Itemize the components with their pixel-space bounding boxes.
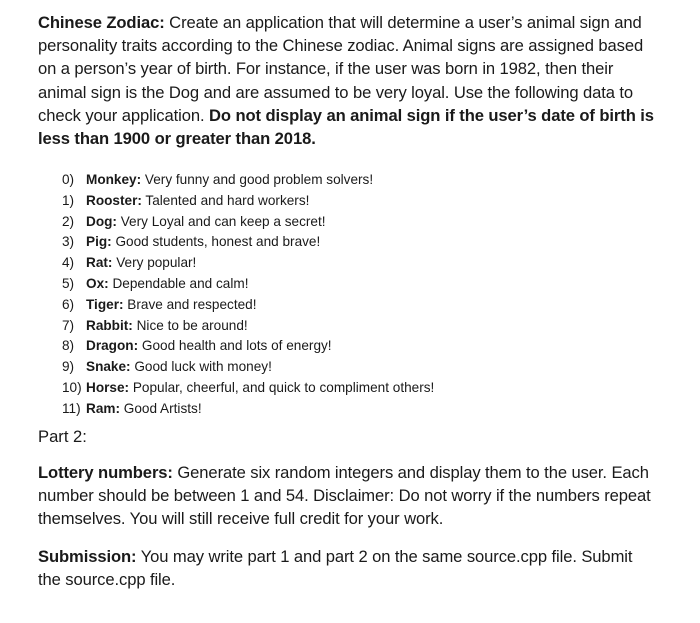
sign-trait: Good health and lots of energy!	[138, 338, 332, 354]
sign-name: Ox:	[86, 275, 109, 291]
list-item-index: 7)	[62, 317, 75, 333]
zodiac-sign-list	[62, 170, 662, 420]
sign-name: Rooster:	[86, 192, 142, 208]
sign-trait: Very funny and good problem solvers!	[141, 172, 374, 187]
lottery-text: Generate six random integers and display them to the user. Each number should be between 1 and 54. Disclaimer: Do not worry if the numbers repeat themselves. You will still receive full credit for your work.	[38, 463, 651, 529]
submission-paragraph	[38, 545, 658, 591]
list-item	[62, 212, 662, 233]
list-item-index: 2)	[62, 213, 75, 229]
sign-name: Horse:	[86, 379, 130, 395]
list-item-index: 6)	[62, 296, 75, 312]
sign-name: Rabbit:	[86, 317, 133, 333]
intro-text: Create an application that will determine a user’s animal sign and personality traits according to the Chinese zodiac. Animal signs are assigned based on a person’s year of birth. For instance, if the user was born in 1982, then their animal sign is the Dog and are assumed to be very loyal. Use the following data to check your application.	[38, 13, 644, 125]
sign-name: Dragon:	[86, 338, 139, 354]
intro-heading: Chinese Zodiac:	[38, 13, 165, 32]
list-item	[62, 378, 662, 399]
sign-trait: Good students, honest and brave!	[111, 234, 321, 250]
lottery-paragraph	[38, 461, 658, 531]
list-item-index: 10)	[62, 379, 82, 395]
list-item	[62, 191, 662, 212]
list-item-index: 3)	[62, 234, 75, 250]
sign-trait: Good Artists!	[120, 400, 202, 416]
list-item	[62, 295, 662, 316]
list-item	[62, 357, 662, 378]
sign-trait: Brave and respected!	[123, 296, 257, 312]
list-item	[62, 232, 662, 253]
sign-name: Dog:	[86, 213, 117, 229]
list-item-index: 8)	[62, 338, 75, 354]
sign-trait: Popular, cheerful, and quick to compliment others!	[129, 379, 435, 395]
sign-trait: Nice to be around!	[132, 317, 248, 333]
sign-trait: Very Loyal and can keep a secret!	[116, 213, 326, 229]
list-item	[62, 253, 662, 274]
list-item-index: 9)	[62, 359, 75, 375]
sign-trait: Very popular!	[112, 255, 197, 271]
list-item-index: 11)	[62, 400, 81, 416]
list-item-index: 0)	[62, 172, 75, 187]
submission-heading: Submission:	[38, 547, 137, 566]
sign-trait: Good luck with money!	[130, 359, 272, 375]
sign-trait: Dependable and calm!	[108, 275, 249, 291]
sign-name: Tiger:	[86, 296, 124, 312]
list-item	[62, 399, 662, 420]
list-item-index: 5)	[62, 275, 75, 291]
list-item	[62, 316, 662, 337]
submission-text: You may write part 1 and part 2 on the same source.cpp file. Submit the source.cpp file.	[38, 547, 633, 590]
sign-name: Ram:	[86, 400, 120, 416]
list-item	[62, 170, 662, 191]
sign-name: Monkey:	[86, 172, 142, 187]
list-item-index: 1)	[62, 192, 75, 208]
sign-name: Rat:	[86, 255, 113, 271]
part2-label: Part 2:	[38, 427, 87, 446]
sign-name: Pig:	[86, 234, 112, 250]
intro-rule: Do not display an animal sign if the user’s date of birth is less than 1900 or greater than 2018.	[38, 105, 654, 149]
lottery-heading: Lottery numbers:	[38, 463, 173, 482]
sign-name: Snake:	[86, 359, 131, 375]
intro-paragraph	[38, 11, 658, 150]
list-item-index: 4)	[62, 255, 75, 271]
list-item	[62, 274, 662, 295]
list-item	[62, 336, 662, 357]
sign-trait: Talented and hard workers!	[141, 192, 310, 208]
